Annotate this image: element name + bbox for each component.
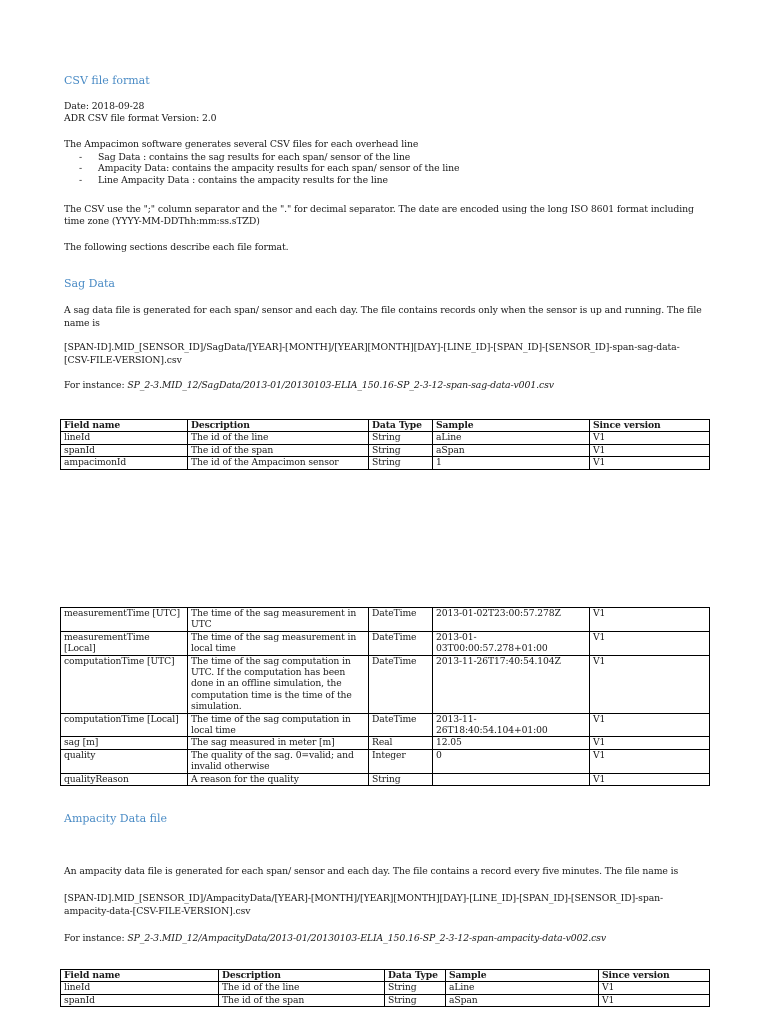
cell-since-version: V1	[599, 982, 710, 994]
col-since-version: Since version	[590, 420, 710, 432]
cell-data-type: DateTime	[369, 713, 433, 737]
cell-data-type: DateTime	[369, 608, 433, 632]
ampacity-pattern-line1: [SPAN-ID].MID_[SENSOR_ID]/AmpacityData/[YEAR]-[MONTH]/[YEAR][MONTH][DAY]-[LINE_ID]-[SPAN_ID]-[SENSOR_ID]-span-	[64, 893, 664, 904]
col-since-version: Since version	[599, 970, 710, 982]
cell-data-type: String	[369, 457, 433, 469]
cell-since-version: V1	[590, 713, 710, 737]
cell-field-name: spanId	[61, 994, 219, 1006]
table-row	[61, 713, 710, 737]
cell-since-version: V1	[590, 432, 710, 444]
file-list	[64, 152, 459, 186]
dash-bullet: -	[79, 174, 83, 186]
instance-path: SP_2-3.MID_12/AmpacityData/2013-01/20130103-ELIA_150.16-SP_2-3-12-span-ampacity-data-v002.csv	[127, 933, 606, 944]
instance-path: SP_2-3.MID_12/SagData/2013-01/20130103-ELIA_150.16-SP_2-3-12-span-sag-data-v001.csv	[127, 380, 554, 391]
doc-date: Date: 2018-09-28	[64, 101, 145, 112]
cell-field-name: spanId	[61, 444, 188, 456]
sag-fields-table	[60, 419, 710, 470]
intro-lead: The Ampacimon software generates several CSV files for each overhead line	[64, 139, 419, 150]
sag-pattern-line1: [SPAN-ID].MID_[SENSOR_ID]/SagData/[YEAR]-[MONTH]/[YEAR][MONTH][DAY]-[LINE_ID]-[SPAN_ID]-[SENSOR_ID]-span-sag-data-	[64, 342, 680, 353]
cell-description: The id of the span	[188, 444, 369, 456]
cell-field-name: measurementTime [UTC]	[61, 608, 188, 632]
cell-data-type: String	[369, 432, 433, 444]
table-row	[61, 737, 710, 749]
table-row	[61, 749, 710, 773]
ampacity-data-heading: Ampacity Data file	[64, 812, 168, 825]
following-sections: The following sections describe each file format.	[64, 242, 289, 253]
cell-since-version: V1	[590, 444, 710, 456]
cell-description: The quality of the sag. 0=valid; and invalid otherwise	[188, 749, 369, 773]
cell-description: The time of the sag computation in UTC. If the computation has been done in an offline simulation, the computation time is the time of the simulation.	[188, 655, 369, 713]
cell-sample: aSpan	[446, 994, 599, 1006]
table-row	[61, 631, 710, 655]
separator-note-line1: The CSV use the ";" column separator and the "." for decimal separator. The date are encoded using the long ISO 8601 format including	[64, 204, 694, 215]
cell-since-version: V1	[590, 457, 710, 469]
cell-description: A reason for the quality	[188, 773, 369, 785]
cell-sample: 12.05	[433, 737, 590, 749]
cell-sample: 2013-01-02T23:00:57.278Z	[433, 608, 590, 632]
list-item: - Line Ampacity Data : contains the ampacity results for the line	[79, 174, 388, 186]
table-row	[61, 655, 710, 713]
cell-description: The sag measured in meter [m]	[188, 737, 369, 749]
cell-description: The id of the Ampacimon sensor	[188, 457, 369, 469]
cell-sample: 2013-01-03T00:00:57.278+01:00	[433, 631, 590, 655]
cell-since-version: V1	[590, 737, 710, 749]
cell-data-type: DateTime	[369, 655, 433, 713]
sag-instance	[64, 380, 554, 392]
cell-field-name: qualityReason	[61, 773, 188, 785]
sag-data-heading: Sag Data	[64, 277, 115, 290]
cell-description: The time of the sag computation in local time	[188, 713, 369, 737]
cell-sample: aLine	[446, 982, 599, 994]
cell-data-type: Integer	[369, 749, 433, 773]
col-description: Description	[188, 420, 369, 432]
dash-bullet: -	[79, 152, 83, 163]
cell-since-version: V1	[599, 994, 710, 1006]
cell-field-name: measurementTime [Local]	[61, 631, 188, 655]
table-row	[61, 982, 710, 994]
cell-data-type: String	[385, 994, 446, 1006]
cell-description: The id of the line	[219, 982, 385, 994]
cell-data-type: DateTime	[369, 631, 433, 655]
col-sample: Sample	[446, 970, 599, 982]
col-data-type: Data Type	[385, 970, 446, 982]
ampacity-desc: An ampacity data file is generated for each span/ sensor and each day. The file contains a record every five minutes. The file name is	[64, 866, 679, 877]
cell-description: The time of the sag measurement in UTC	[188, 608, 369, 632]
cell-data-type: String	[385, 982, 446, 994]
instance-label: For instance:	[64, 933, 128, 944]
cell-since-version: V1	[590, 655, 710, 713]
csv-format-heading: CSV file format	[64, 74, 150, 87]
col-sample: Sample	[433, 420, 590, 432]
table-header-row	[61, 420, 710, 432]
cell-sample	[433, 773, 590, 785]
sag-desc-line2: name is	[64, 318, 100, 329]
cell-field-name: computationTime [UTC]	[61, 655, 188, 713]
table-row	[61, 773, 710, 785]
cell-sample: 1	[433, 457, 590, 469]
table-row	[61, 994, 710, 1006]
table-row	[61, 608, 710, 632]
cell-description: The time of the sag measurement in local time	[188, 631, 369, 655]
ampacity-fields-table	[60, 969, 710, 1007]
list-item: - Ampacity Data: contains the ampacity results for each span/ sensor of the line	[79, 163, 460, 175]
cell-since-version: V1	[590, 608, 710, 632]
table-row	[61, 432, 710, 444]
cell-data-type: Real	[369, 737, 433, 749]
cell-description: The id of the line	[188, 432, 369, 444]
col-description: Description	[219, 970, 385, 982]
format-version: ADR CSV file format Version: 2.0	[64, 113, 217, 124]
cell-data-type: String	[369, 444, 433, 456]
cell-sample: 2013-11-26T18:40:54.104+01:00	[433, 713, 590, 737]
sag-fields-table-continued	[60, 607, 710, 786]
dash-bullet: -	[79, 163, 83, 175]
table-row	[61, 457, 710, 469]
table-header-row	[61, 970, 710, 982]
cell-sample: 0	[433, 749, 590, 773]
sag-pattern-line2: [CSV-FILE-VERSION].csv	[64, 355, 182, 366]
ampacity-instance	[64, 933, 606, 945]
table-row	[61, 444, 710, 456]
cell-description: The id of the span	[219, 994, 385, 1006]
ampacity-pattern-line2: ampacity-data-[CSV-FILE-VERSION].csv	[64, 906, 251, 917]
cell-since-version: V1	[590, 749, 710, 773]
instance-label: For instance:	[64, 380, 128, 391]
cell-sample: aSpan	[433, 444, 590, 456]
cell-sample: 2013-11-26T17:40:54.104Z	[433, 655, 590, 713]
cell-field-name: lineId	[61, 432, 188, 444]
cell-sample: aLine	[433, 432, 590, 444]
separator-note-line2: time zone (YYYY-MM-DDThh:mm:ss.sTZD)	[64, 216, 260, 227]
cell-field-name: quality	[61, 749, 188, 773]
col-data-type: Data Type	[369, 420, 433, 432]
cell-field-name: computationTime [Local]	[61, 713, 188, 737]
cell-field-name: lineId	[61, 982, 219, 994]
cell-since-version: V1	[590, 773, 710, 785]
cell-field-name: sag [m]	[61, 737, 188, 749]
cell-since-version: V1	[590, 631, 710, 655]
list-item: - Sag Data : contains the sag results for each span/ sensor of the line	[79, 152, 411, 163]
cell-field-name: ampacimonId	[61, 457, 188, 469]
col-field-name: Field name	[61, 970, 219, 982]
cell-data-type: String	[369, 773, 433, 785]
col-field-name: Field name	[61, 420, 188, 432]
sag-desc-line1: A sag data file is generated for each span/ sensor and each day. The file contains records only when the sensor is up and running. The file	[64, 305, 702, 316]
